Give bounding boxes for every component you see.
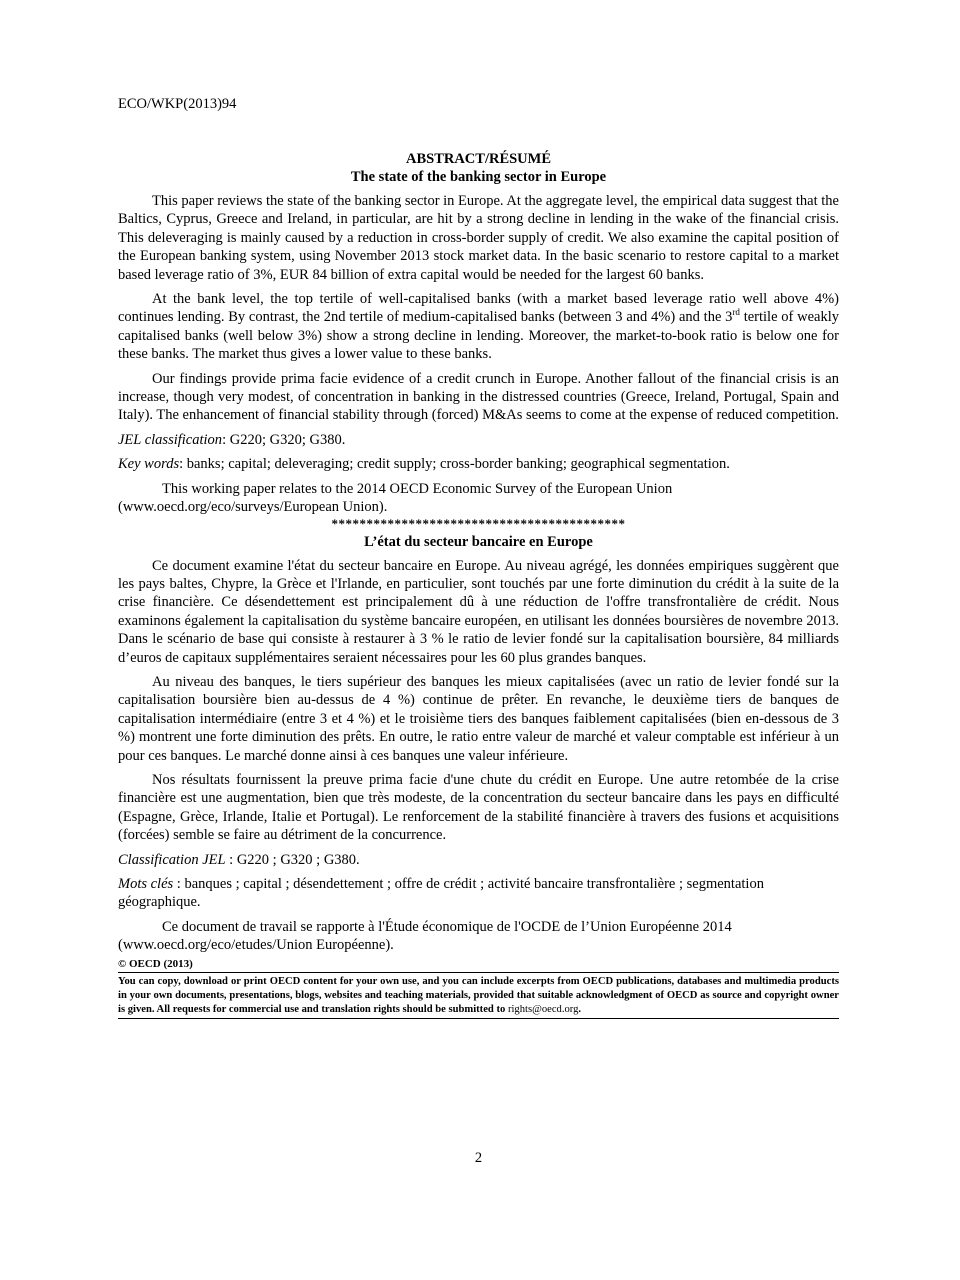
resume-title: L’état du secteur bancaire en Europe <box>364 533 593 550</box>
superscript: rd <box>732 307 740 318</box>
key-words-value-fr: : banques ; capital ; désendettement ; offre de crédit ; activité bancaire transfrontalière ; segmentation géographique. <box>118 876 764 911</box>
abstract-paragraph: At the bank level, the top tertile of well-capitalised banks (with a market based leverage ratio well above 4%) continues lending. By contrast, the 2nd tertile of medium-capitalised banks (between 3 and 4%) and the 3rd tertile of weakly capitalised banks (well below 3%) show a strong decline in lending. Moreover, the market-to-book ratio is below one for these banks. The market thus gives a lower value to these banks. <box>118 291 840 363</box>
key-words-value: : banks; capital; deleveraging; credit supply; cross-border banking; geographical segmentation. <box>179 456 730 473</box>
working-paper-note: This working paper relates to the 2014 OECD Economic Survey of the European Union (www.oecd.org/eco/surveys/European Union). <box>118 480 673 516</box>
key-words <box>118 455 839 473</box>
key-words-fr <box>118 875 839 912</box>
jel-classification-fr <box>118 851 839 869</box>
jel-classification <box>118 431 839 449</box>
jel-value-fr: : G220 ; G320 ; G380. <box>225 851 360 868</box>
document-reference: ECO/WKP(2013)94 <box>118 96 237 112</box>
jel-value: : G220; G320; G380. <box>222 431 346 448</box>
abstract-title: The state of the banking sector in Europe <box>350 169 607 185</box>
abstract-paragraph: Our findings provide prima facie evidence of a credit crunch in Europe. Another fallout of the financial crisis is an increase, though very modest, of concentration in banking in the distressed countries (Greece, Ireland, Portugal, Spain and Italy). The enhancement of financial stability through (forced) M&As seems to come at the expense of reduced competition. <box>118 370 839 424</box>
divider <box>118 1018 839 1019</box>
jel-label-fr: Classification JEL <box>118 851 226 868</box>
resume-paragraph: Ce document examine l'état du secteur bancaire en Europe. Au niveau agrégé, les données empiriques suggèrent que les pays baltes, Chypre, la Grèce et l'Irlande, en particulier, sont touchés par une forte diminution du crédit à la suite de la crise financière. Ce désendettement est principalement dû à une réduction de l'offre transfrontalière de crédit. Nous examinons également la capitalisation du système bancaire européen, en utilisant les données boursières de novembre 2013. Dans le scénario de base qui consiste à restaurer à 3 % le ratio de levier fondé sur la capitalisation boursière, 84 milliards d’euros de capitaux supplémentaires seraient nécessaires pour les 60 plus grandes banques. <box>118 557 839 666</box>
jel-label: JEL classification <box>118 431 223 448</box>
page-number: 2 <box>474 1150 483 1166</box>
key-words-label: Key words <box>118 456 180 473</box>
resume-paragraph: Nos résultats fournissent la preuve prima facie d'une chute du crédit en Europe. Une autre retombée de la crise financière est une augmentation, bien que très modeste, de la concentration du secteur bancaire dans les pays en difficulté (Espagne, Grèce, Irlande, Italie et Portugal). Le renforcement de la stabilité financière à travers des fusions et acquisitions (forcées) semble se faire au détriment de la concurrence. <box>118 771 839 844</box>
resume-paragraph: Au niveau des banques, le tiers supérieur des banques les mieux capitalisées (avec un ratio de levier fondé sur la capitalisation boursière bien au-dessus de 4 %) continue de prêter. En revanche, le deuxième tiers de banques de capitalisation intermédiaire (entre 3 et 4 %) et le troisième tiers des banques faiblement capitalisées (bien en-dessous de 3 %) montrent une forte diminution des prêts. En outre, le ratio entre valeur de marché et valeur comptable est inférieur à un pour ces banques. Le marché donne ainsi à ces banques une valeur inférieure. <box>118 673 839 764</box>
working-paper-note-fr: Ce document de travail se rapporte à l'Étude économique de l'OCDE de l’Union Européenne 2014 (www.oecd.org/eco/etudes/Union Européenne). <box>118 918 732 954</box>
divider <box>118 972 839 973</box>
key-words-label-fr: Mots clés <box>118 876 174 892</box>
license-text: You can copy, download or print OECD content for your own use, and you can include excerpts from OECD publications, databases and multimedia products in your own documents, presentations, blogs, websites and teaching materials, provided that suitable acknowledgment of OECD as source and copyright owner is given. All requests for commercial use and translation rights should be submitted to rights@oecd.org. <box>118 975 839 1015</box>
page-content <box>118 150 839 1021</box>
copyright: © OECD (2013) <box>118 957 193 970</box>
abstract-heading: ABSTRACT/RÉSUMÉ <box>405 151 552 167</box>
abstract-paragraph: This paper reviews the state of the banking sector in Europe. At the aggregate level, the empirical data suggest that the Baltics, Cyprus, Greece and Ireland, in particular, are hit by a strong decline in lending in the wake of the financial crisis. This deleveraging is mainly caused by a reduction in cross-border supply of credit. We also examine the capital position of the European banking system, using November 2013 stock market data. In the basic scenario to restore capital to a market based leverage ratio of 3%, EUR 84 billion of extra capital would be needed for the largest 60 banks. <box>118 193 839 283</box>
rights-email-link[interactable]: rights@oecd.org <box>507 1003 579 1015</box>
section-separator: ****************************************** <box>331 515 626 531</box>
